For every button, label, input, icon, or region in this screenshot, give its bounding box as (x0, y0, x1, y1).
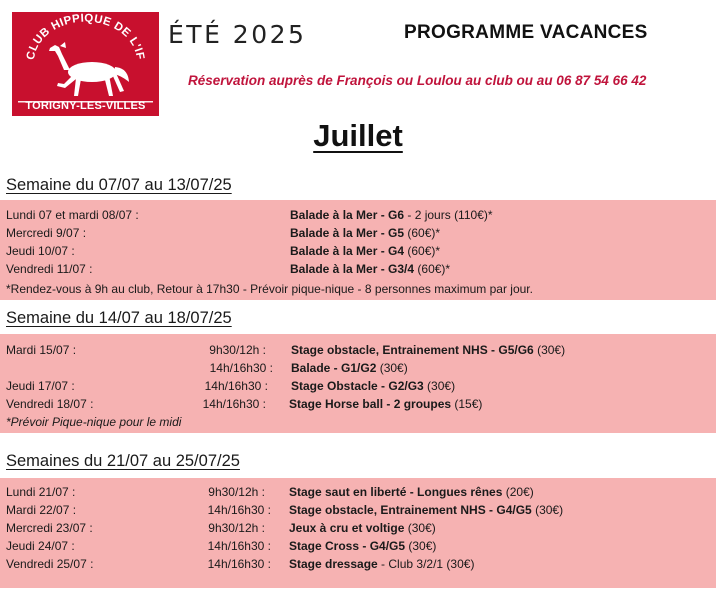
row-day: Vendredi 25/07 : (6, 557, 94, 571)
schedule-row (0, 206, 716, 224)
row-activity: Balade - G1/G2 (30€) (291, 361, 408, 375)
row-activity: Balade à la Mer - G4 (60€)* (290, 244, 441, 258)
week-2-note: *Prévoir Pique-nique pour le midi (6, 415, 182, 429)
reservation-info: Réservation auprès de François ou Loulou au club ou au 06 87 54 66 42 (188, 73, 647, 88)
week-2-block (0, 334, 716, 433)
week-1-note: *Rendez-vous à 9h au club, Retour à 17h30 - Prévoir pique-nique - 8 personnes maximum par jour. (6, 282, 533, 296)
week-1-block (0, 200, 716, 300)
schedule-row (0, 519, 716, 537)
program-title: PROGRAMME VACANCES (404, 22, 648, 43)
schedule-row (0, 260, 716, 278)
row-time: 14h/16h30 : (204, 379, 268, 393)
row-time: 9h30/12h : (208, 521, 265, 535)
row-day: Jeudi 24/07 : (6, 539, 75, 553)
week-3-title: Semaines du 21/07 au 25/07/25 (6, 452, 240, 470)
schedule-row (0, 395, 716, 413)
month-title: Juillet (313, 118, 403, 153)
row-time: 9h30/12h : (208, 485, 265, 499)
row-activity: Stage saut en liberté - Longues rênes (20€) (289, 485, 534, 499)
logo-arc-text: CLUB HIPPIQUE DE L'IF (24, 12, 147, 61)
row-activity: Stage Horse ball - 2 groupes (15€) (289, 397, 483, 411)
row-activity: Stage Obstacle - G2/G3 (30€) (291, 379, 456, 393)
row-day: Mercredi 9/07 : (6, 226, 87, 240)
week-2-title: Semaine du 14/07 au 18/07/25 (6, 309, 232, 327)
club-logo (12, 12, 159, 116)
row-activity: Balade à la Mer - G6 - 2 jours (110€)* (290, 208, 493, 222)
row-day: Mercredi 23/07 : (6, 521, 93, 535)
row-activity: Stage obstacle, Entrainement NHS - G5/G6 (30€) (291, 343, 566, 357)
row-day: Lundi 21/07 : (6, 485, 76, 499)
row-activity: Balade à la Mer - G3/4 (60€)* (290, 262, 451, 276)
svg-text:CLUB HIPPIQUE DE L'IF (25, 12, 146, 60)
row-time: 14h/16h30 : (202, 397, 266, 411)
row-time: 9h30/12h : (209, 343, 266, 357)
season-title: ÉTÉ 2025 (168, 20, 307, 49)
week-1-title: Semaine du 07/07 au 13/07/25 (6, 176, 232, 194)
schedule-row (0, 242, 716, 260)
row-activity: Stage Cross - G4/G5 (30€) (289, 539, 437, 553)
row-time: 14h/16h30 : (209, 361, 273, 375)
schedule-row (0, 555, 716, 573)
row-day: Lundi 07 et mardi 08/07 : (6, 208, 139, 222)
schedule-row (0, 359, 716, 377)
schedule-row (0, 224, 716, 242)
row-activity: Jeux à cru et voltige (30€) (289, 521, 436, 535)
schedule-row (0, 501, 716, 519)
row-time: 14h/16h30 : (207, 557, 271, 571)
row-time: 14h/16h30 : (207, 539, 271, 553)
row-day: Vendredi 18/07 : (6, 397, 94, 411)
row-day: Mardi 15/07 : (6, 343, 77, 357)
schedule-row (0, 341, 716, 359)
row-day: Jeudi 10/07 : (6, 244, 75, 258)
row-activity: Balade à la Mer - G5 (60€)* (290, 226, 441, 240)
row-activity: Stage dressage - Club 3/2/1 (30€) (289, 557, 475, 571)
horse-icon (49, 42, 129, 96)
row-activity: Stage obstacle, Entrainement NHS - G4/G5 (30€) (289, 503, 564, 517)
schedule-row (0, 377, 716, 395)
row-day: Vendredi 11/07 : (6, 262, 93, 276)
logo-bottom-text: TORIGNY-LES-VILLES (25, 100, 146, 112)
schedule-row (0, 483, 716, 501)
schedule-row (0, 537, 716, 555)
row-day: Jeudi 17/07 : (6, 379, 75, 393)
row-time: 14h/16h30 : (207, 503, 271, 517)
row-day: Mardi 22/07 : (6, 503, 77, 517)
week-3-block (0, 478, 716, 588)
